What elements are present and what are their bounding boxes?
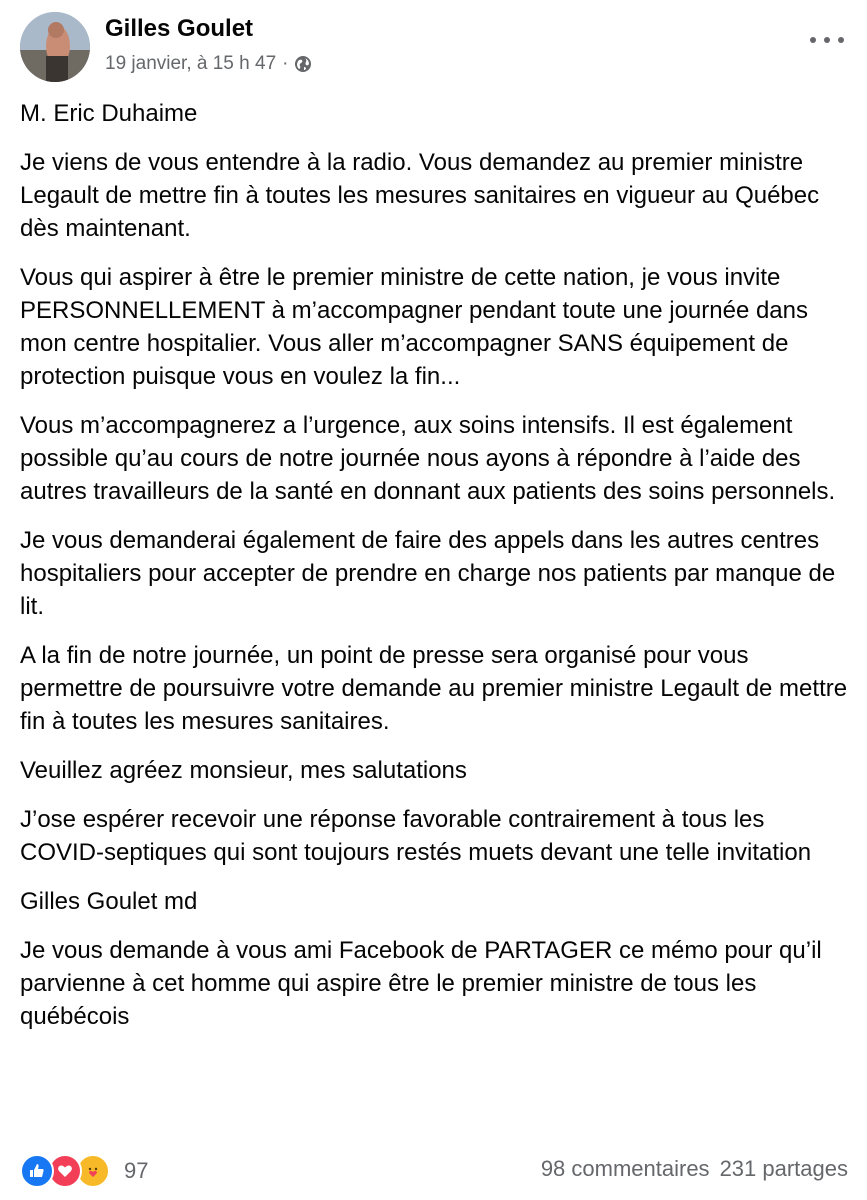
post-paragraph: Vous m’accompagnerez a l’urgence, aux soins intensifs. Il est également possible qu’au cours de notre journée nous ayons à répondre à l’aide des autres travailleurs de la santé en donnant aux patients des soins personnels. [20, 412, 836, 505]
reaction-count[interactable]: 97 [124, 1158, 149, 1183]
dot [838, 37, 844, 43]
avatar-image [20, 12, 90, 82]
globe-icon[interactable] [294, 55, 312, 73]
shares-count[interactable]: 231 partages [719, 1156, 848, 1181]
engagement-counts [541, 1156, 848, 1182]
reactions-summary[interactable] [20, 1154, 148, 1188]
author-name[interactable]: Gilles Goulet [105, 15, 254, 42]
post-header [18, 10, 858, 84]
dot [824, 37, 830, 43]
post-paragraph: Je vous demanderai également de faire des appels dans les autres centres hospitaliers pour accepter de prendre en charge nos patients par manque de lit. [20, 527, 836, 620]
post-paragraph: A la fin de notre journée, un point de presse sera organisé pour vous permettre de poursuivre votre demande au premier ministre Legault de mettre fin à toutes les mesures sanitaires. [20, 642, 848, 735]
post-paragraph: Gilles Goulet md [20, 888, 198, 915]
avatar[interactable] [20, 12, 90, 82]
post-paragraph: Je viens de vous entendre à la radio. Vous demandez au premier ministre Legault de mettre fin à toutes les mesures sanitaires en vigueur au Québec dès maintenant. [20, 149, 820, 242]
post-footer [20, 1152, 850, 1190]
post-paragraph: M. Eric Duhaime [20, 100, 198, 127]
post-meta [105, 52, 312, 76]
post-timestamp[interactable]: 19 janvier, à 15 h 47 [105, 53, 277, 74]
meta-separator: · [282, 53, 289, 74]
post-body [20, 97, 850, 1049]
post-paragraph: J’ose espérer recevoir une réponse favorable contrairement à tous les COVID-septiques qui sont toujours restés muets devant une telle invitation [20, 806, 812, 866]
dot [810, 37, 816, 43]
like-reaction-icon[interactable] [20, 1154, 54, 1188]
comments-count[interactable]: 98 commentaires [540, 1156, 710, 1181]
post-paragraph: Je vous demande à vous ami Facebook de PARTAGER ce mémo pour qu’il parvienne à cet homme qui aspire être le premier ministre de tous les québécois [20, 937, 822, 1030]
more-options-icon[interactable] [810, 30, 844, 50]
post-paragraph: Vous qui aspirer à être le premier ministre de cette nation, je vous invite PERSONNELLEMENT à m’accompagner pendant toute une journée dans mon centre hospitalier. Vous aller m’accompagner SANS équipement de protection puisque vous en voulez la fin... [20, 264, 809, 390]
post-paragraph: Veuillez agréez monsieur, mes salutations [20, 757, 467, 784]
